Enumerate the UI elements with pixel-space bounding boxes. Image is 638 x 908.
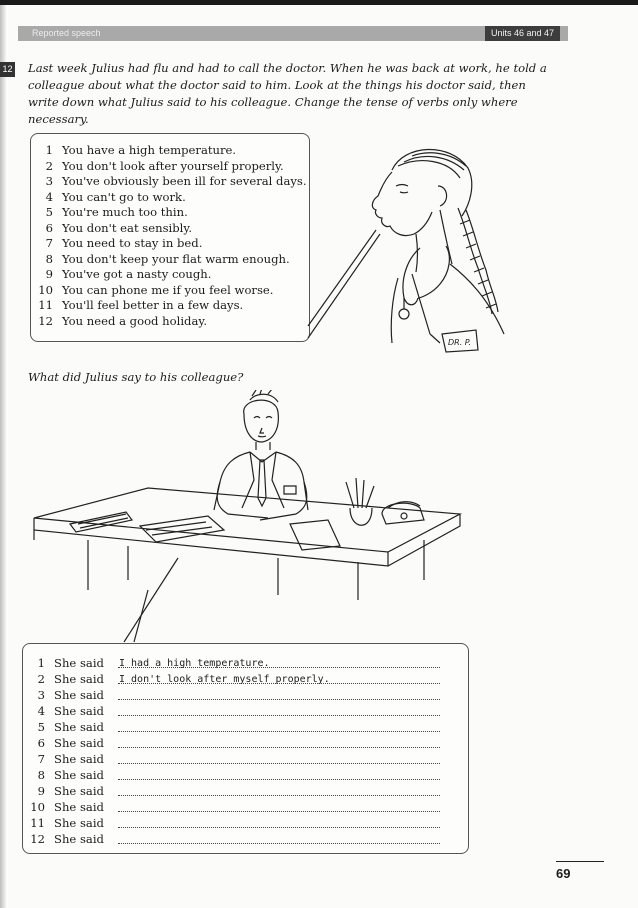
- doctor-statement: [31, 174, 307, 189]
- statement-number: 5: [45, 205, 53, 219]
- doctor-statement: [31, 221, 192, 236]
- statement-text: You need to stay in bed.: [62, 236, 203, 250]
- statement-number: 2: [45, 158, 53, 173]
- answer-line: [23, 752, 104, 767]
- answer-blank[interactable]: [118, 699, 440, 700]
- statement-text: You have a high temperature.: [62, 143, 237, 157]
- answer-line: [23, 688, 104, 703]
- answer-number: 10: [30, 800, 45, 814]
- doctor-badge-text: DR. P.: [448, 338, 472, 347]
- page-gutter-shadow: [0, 5, 6, 908]
- page-number-rule: [556, 861, 604, 862]
- answer-prefix: She said: [54, 832, 104, 846]
- answer-number: 12: [30, 832, 45, 846]
- doctor-speech-box: [30, 133, 310, 342]
- answer-blank[interactable]: [118, 779, 440, 780]
- section-title: Reported speech: [32, 28, 101, 38]
- statement-number: 12: [38, 313, 53, 328]
- units-label: Units 46 and 47: [485, 26, 560, 41]
- answer-line: [23, 672, 330, 687]
- exercise-number: 12: [0, 62, 15, 77]
- answer-prefix: She said: [54, 672, 104, 686]
- answer-line: [23, 704, 104, 719]
- doctor-illustration: [300, 138, 520, 353]
- answer-blank[interactable]: [118, 747, 440, 748]
- answer-number: 6: [37, 736, 45, 750]
- answer-line: [23, 720, 104, 735]
- doctor-statement: [31, 143, 236, 158]
- answer-blank[interactable]: [118, 843, 440, 844]
- answer-line: [23, 656, 270, 671]
- answer-blank[interactable]: [118, 795, 440, 796]
- answer-blank[interactable]: [118, 827, 440, 828]
- answer-number: 5: [37, 720, 45, 734]
- answer-line: [23, 800, 104, 815]
- answer-number: 8: [37, 768, 45, 782]
- answer-prefix: She said: [54, 816, 104, 830]
- statement-number: 8: [45, 251, 53, 266]
- statement-text: You can phone me if you feel worse.: [62, 282, 274, 297]
- answer-number: 2: [37, 672, 45, 686]
- statement-number: 11: [38, 298, 53, 312]
- doctor-statement: [31, 205, 188, 220]
- statement-text: You've obviously been ill for several days.: [62, 174, 307, 188]
- page-number: 69: [556, 866, 571, 881]
- statement-number: 7: [45, 236, 53, 250]
- doctor-statement: [31, 252, 290, 267]
- answer-prefix: She said: [54, 736, 104, 750]
- answer-blank[interactable]: [118, 763, 440, 764]
- answer-line: [23, 816, 104, 831]
- answer-line: [23, 768, 104, 783]
- statement-number: 3: [45, 174, 53, 188]
- statement-number: 10: [38, 282, 53, 297]
- statement-text: You need a good holiday.: [62, 313, 208, 328]
- answer-prefix: She said: [54, 688, 104, 702]
- answer-number: 1: [37, 656, 45, 670]
- answer-text: I had a high temperature.: [119, 658, 270, 669]
- answer-number: 7: [37, 752, 45, 766]
- statement-text: You'll feel better in a few days.: [62, 298, 244, 312]
- answer-line: [23, 784, 104, 799]
- answer-prefix: She said: [54, 752, 104, 766]
- exercise-instructions: Last week Julius had flu and had to call the doctor. When he was back at work, he told a colleague about what the doctor said to him. Look at the things his doctor said, then write down what Julius said to his colleague. Change the tense of verbs only where necessary.: [28, 61, 547, 126]
- doctor-statement: [31, 236, 202, 251]
- doctor-statement: [31, 159, 284, 174]
- answer-prefix: She said: [54, 800, 104, 814]
- statement-text: You don't look after yourself properly.: [62, 158, 284, 173]
- answer-number: 9: [37, 784, 45, 798]
- answer-prefix: She said: [54, 704, 104, 718]
- doctor-statement: [31, 283, 273, 298]
- doctor-statement: [31, 267, 211, 282]
- answer-number: 3: [37, 688, 45, 702]
- question-text: What did Julius say to his colleague?: [28, 370, 244, 384]
- answer-prefix: She said: [54, 768, 104, 782]
- statement-text: You don't eat sensibly.: [62, 220, 193, 235]
- statement-text: You can't go to work.: [62, 189, 186, 204]
- office-illustration: [28, 390, 468, 645]
- doctor-statement: [31, 190, 186, 205]
- statement-text: You don't keep your flat warm enough.: [62, 251, 290, 266]
- answer-blank[interactable]: [118, 715, 440, 716]
- answer-prefix: She said: [54, 784, 104, 798]
- answer-line: [23, 832, 104, 847]
- answer-text: I don't look after myself properly.: [119, 674, 330, 685]
- doctor-statement: [31, 298, 243, 313]
- statement-number: 1: [45, 143, 53, 157]
- answers-box: [22, 643, 469, 854]
- answer-prefix: She said: [54, 656, 104, 670]
- answer-blank[interactable]: [118, 731, 440, 732]
- doctor-statement: [31, 314, 207, 329]
- answer-number: 4: [37, 704, 45, 718]
- header-bar: [18, 26, 568, 41]
- answer-line: [23, 736, 104, 751]
- top-border: [0, 0, 638, 5]
- statement-number: 4: [45, 189, 53, 204]
- answer-blank[interactable]: [118, 811, 440, 812]
- statement-number: 6: [45, 220, 53, 235]
- statement-text: You're much too thin.: [62, 205, 188, 219]
- answer-number: 11: [30, 816, 45, 830]
- statement-number: 9: [45, 267, 53, 281]
- statement-text: You've got a nasty cough.: [62, 267, 212, 281]
- answer-prefix: She said: [54, 720, 104, 734]
